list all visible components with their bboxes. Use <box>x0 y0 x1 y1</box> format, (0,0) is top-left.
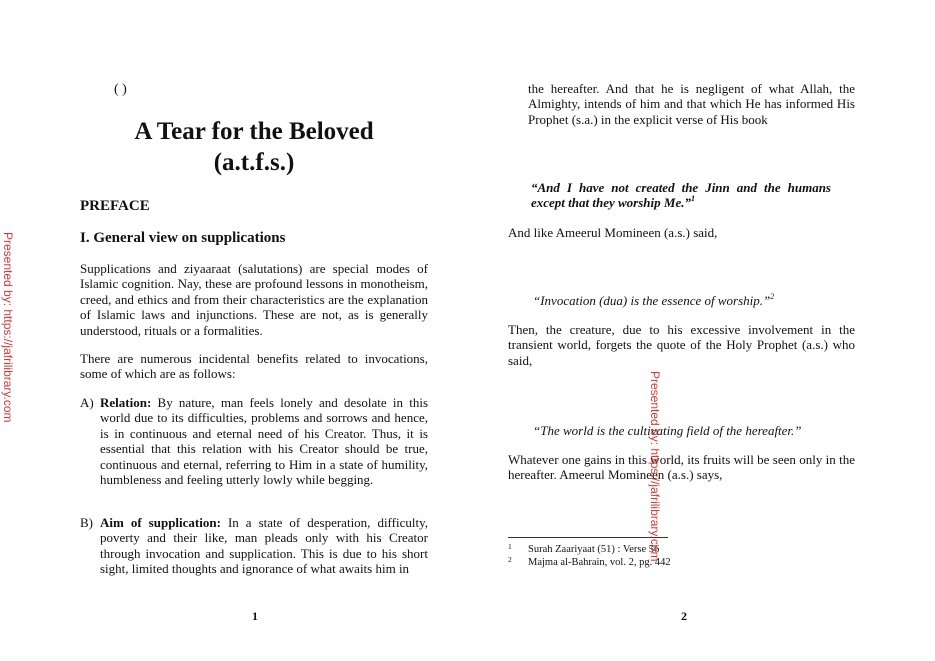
footnote-divider <box>508 537 668 538</box>
book-title-line-2: (a.t.f.s.) <box>213 149 295 176</box>
list-item-text: In a state of desperation, difficulty, poverty and their like, man pleads only with his Creator through invocation and supplication. This is due to his short sight, limited thoughts and ignorance of what awaits him in <box>100 515 428 577</box>
title-parentheses: ( ) <box>114 82 127 97</box>
footnote-text: Surah Zaariyaat (51) : Verse 56 <box>528 544 660 555</box>
list-item-aim <box>80 515 428 577</box>
continuation-paragraph: the hereafter. And that he is negligent of what Allah, the Almighty, intends of him and that which He has informed His Prophet (s.a.) in the explicit verse of His book <box>528 81 855 127</box>
footnote-text: Majma al-Bahrain, vol. 2, pg. 442 <box>528 557 671 568</box>
gains-paragraph: Whatever one gains in this world, its fruits will be seen only in the hereafter. Ameerul Momineen (a.s.) says, <box>508 452 855 483</box>
world-quote: “The world is the cultivating field of the hereafter.” <box>533 423 802 438</box>
book-title-line-1: A Tear for the Beloved <box>134 118 374 145</box>
watermark-link-left[interactable]: Presented by: https://jafrilibrary.com <box>1 232 15 423</box>
list-item-lead: Relation: <box>100 395 152 410</box>
list-item-relation <box>80 395 428 487</box>
list-item-text: By nature, man feels lonely and desolate in this world due to its difficulties, problems and sorrows and hence, is in continuous and eternal need of his Creator. Thus, it is essential that this relation with his Creator should be true, continuous and eternal, referring to Him in a state of humility, humbleness and feeling utterly lowly while begging. <box>100 395 428 488</box>
section-heading: I. General view on supplications <box>80 230 286 246</box>
watermark-link-center[interactable]: Presented by: https://jafrilibrary.com <box>648 371 662 562</box>
benefits-paragraph: There are numerous incidental benefits related to invocations, some of which are as follows: <box>80 351 428 382</box>
creature-paragraph: Then, the creature, due to his excessive involvement in the transient world, forgets the quote of the Holy Prophet (a.s.) who said, <box>508 322 855 368</box>
intro-paragraph: Supplications and ziyaaraat (salutations) are special modes of Islamic cognition. Nay, these are profound lessons in monotheism, creed, and ethics and from their characteristics are the explanation of Islamic laws and injunctions. These are not, as is generally understood, rituals or a formalities. <box>80 261 428 338</box>
quote-text: “And I have not created the Jinn and the humans except that they worship Me.” <box>531 180 831 211</box>
list-item-lead: Aim of supplication: <box>100 515 221 530</box>
page-number: 2 <box>681 609 687 623</box>
dua-quote <box>533 293 774 309</box>
footnote <box>508 556 671 569</box>
list-marker: A) <box>80 395 94 410</box>
attribution-line: And like Ameerul Momineen (a.s.) said, <box>508 225 718 240</box>
quote-text: “Invocation (dua) is the essence of worship.” <box>533 293 771 308</box>
preface-heading: PREFACE <box>80 198 150 214</box>
list-marker: B) <box>80 515 93 530</box>
book-title <box>80 116 428 178</box>
footnote-ref: 1 <box>690 194 695 204</box>
footnote-number: 1 <box>508 542 512 551</box>
footnote-number: 2 <box>508 555 512 564</box>
footnote <box>508 543 659 556</box>
quran-quote <box>531 180 831 211</box>
footnote-ref: 2 <box>770 292 775 301</box>
page-number: 1 <box>252 609 258 623</box>
